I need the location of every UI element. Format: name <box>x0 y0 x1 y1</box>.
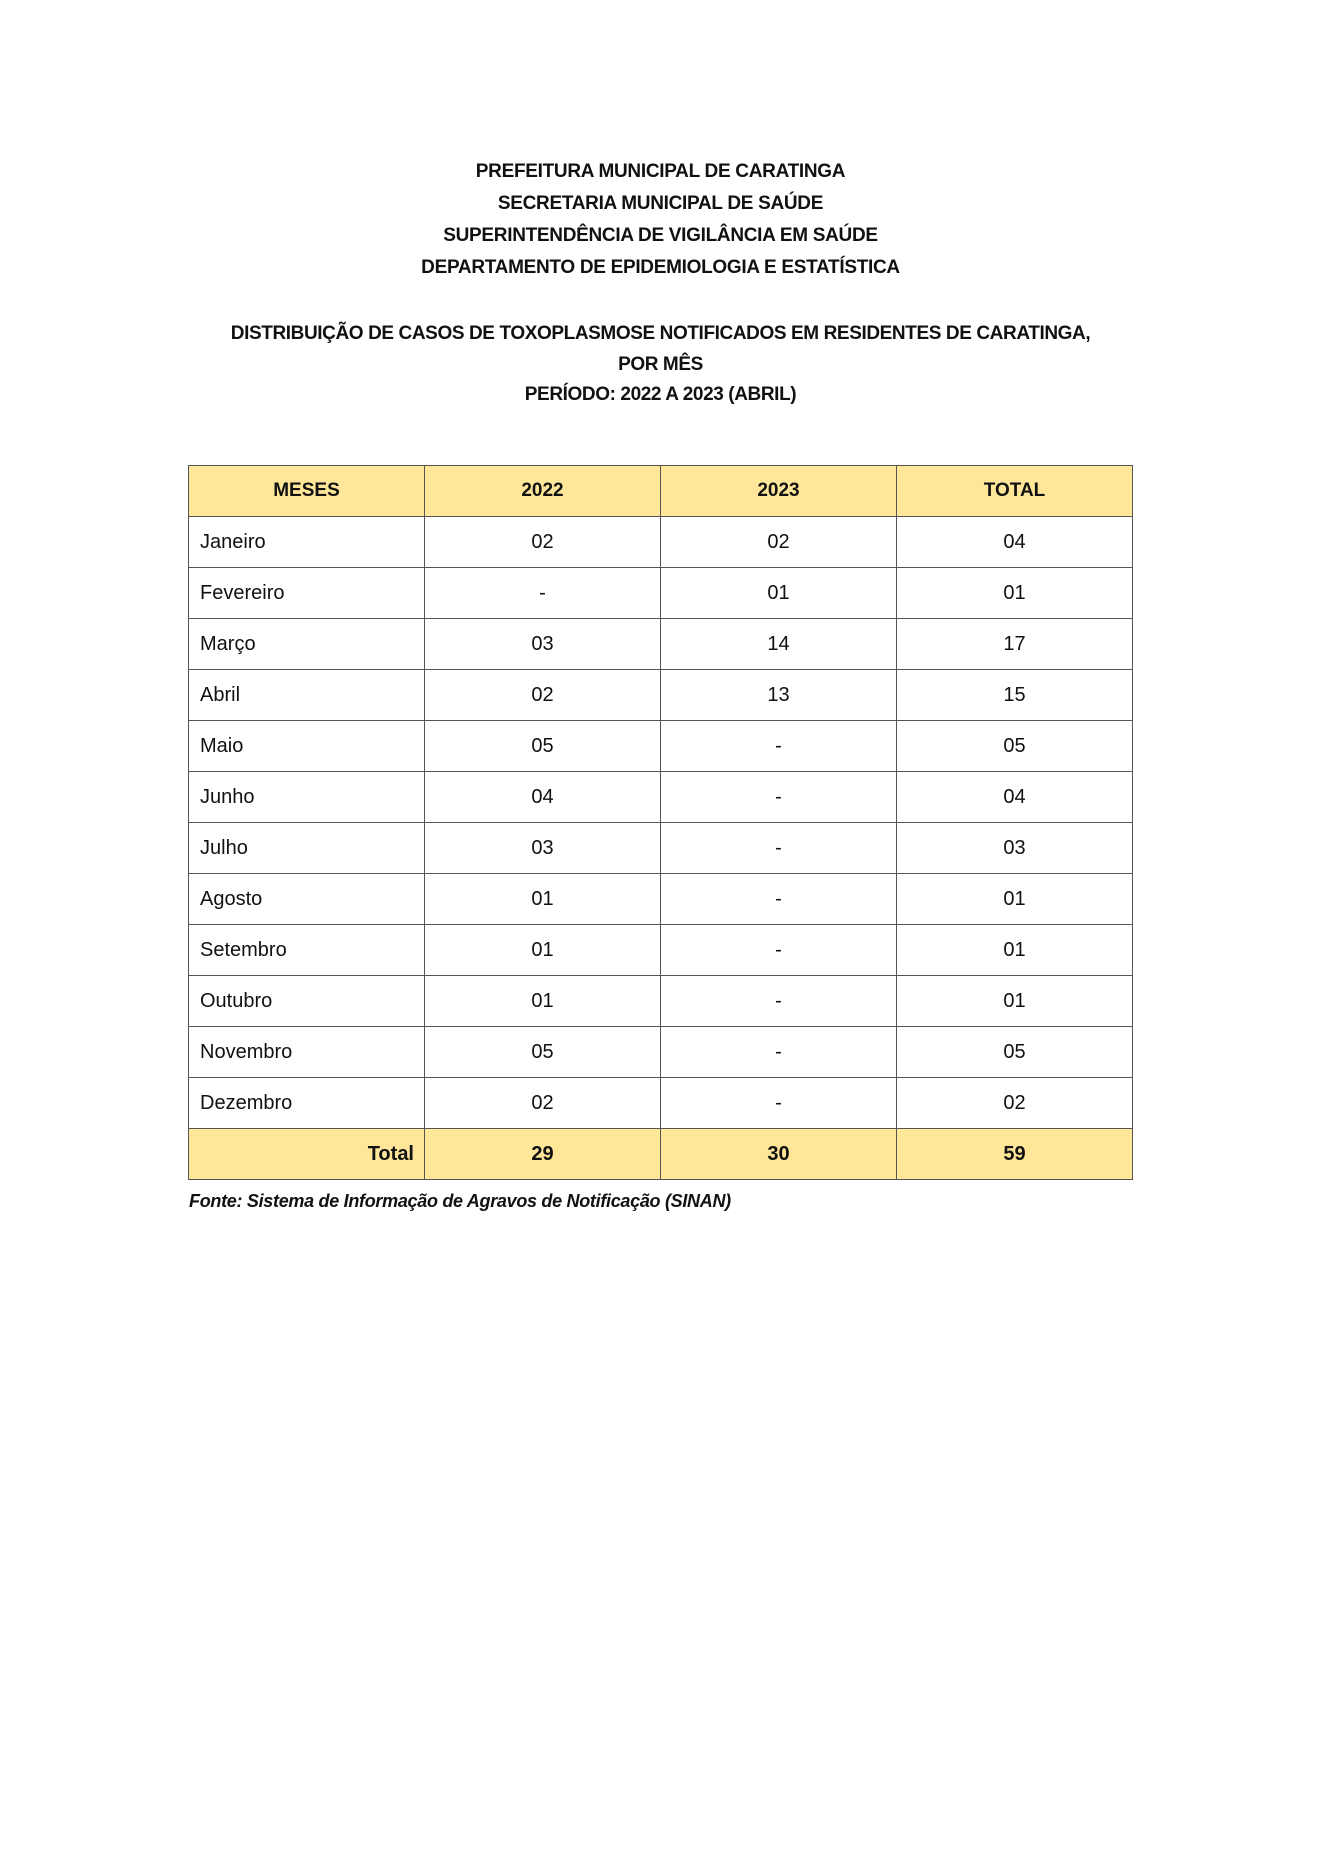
value-2022-cell: 02 <box>425 517 661 568</box>
value-2022-cell: 02 <box>425 1078 661 1129</box>
month-cell: Maio <box>189 721 425 772</box>
value-2023-cell: 02 <box>661 517 897 568</box>
value-2022-cell: 05 <box>425 1027 661 1078</box>
month-cell: Dezembro <box>189 1078 425 1129</box>
table-row <box>189 976 1133 1027</box>
month-cell: Janeiro <box>189 517 425 568</box>
header-line-1: PREFEITURA MUNICIPAL DE CARATINGA <box>475 161 846 182</box>
total-cell: 04 <box>897 517 1133 568</box>
total-cell: 17 <box>897 619 1133 670</box>
total-cell: 01 <box>897 925 1133 976</box>
month-cell: Fevereiro <box>189 568 425 619</box>
value-2023-cell: 01 <box>661 568 897 619</box>
value-2023-cell: - <box>661 1078 897 1129</box>
table-total-row <box>189 1129 1133 1180</box>
total-overall: 59 <box>897 1129 1133 1180</box>
table-row <box>189 823 1133 874</box>
table-row <box>189 568 1133 619</box>
total-2023: 30 <box>661 1129 897 1180</box>
value-2022-cell: 01 <box>425 874 661 925</box>
value-2023-cell: 13 <box>661 670 897 721</box>
table-row <box>189 517 1133 568</box>
column-header-2022: 2022 <box>425 466 661 517</box>
table-row <box>189 670 1133 721</box>
value-2022-cell: 01 <box>425 976 661 1027</box>
period-label: PERÍODO: 2022 A 2023 (ABRIL) <box>524 384 797 405</box>
month-cell: Novembro <box>189 1027 425 1078</box>
total-cell: 01 <box>897 976 1133 1027</box>
header-line-2: SECRETARIA MUNICIPAL DE SAÚDE <box>497 193 824 214</box>
table-row <box>189 772 1133 823</box>
total-cell: 01 <box>897 568 1133 619</box>
table-row <box>189 619 1133 670</box>
value-2023-cell: - <box>661 976 897 1027</box>
total-cell: 04 <box>897 772 1133 823</box>
value-2022-cell: 03 <box>425 619 661 670</box>
source-note: Fonte: Sistema de Informação de Agravos de Notificação (SINAN) <box>189 1191 731 1211</box>
table-row <box>189 925 1133 976</box>
header-line-4: DEPARTAMENTO DE EPIDEMIOLOGIA E ESTATÍSTICA <box>421 257 900 278</box>
document-title-line-2: POR MÊS <box>618 354 703 375</box>
cases-table <box>188 465 1133 1180</box>
column-header-total: TOTAL <box>897 466 1133 517</box>
total-cell: 05 <box>897 721 1133 772</box>
value-2022-cell: 03 <box>425 823 661 874</box>
value-2023-cell: - <box>661 925 897 976</box>
value-2023-cell: - <box>661 1027 897 1078</box>
table-row <box>189 874 1133 925</box>
total-cell: 05 <box>897 1027 1133 1078</box>
table-row <box>189 1027 1133 1078</box>
header-line-3: SUPERINTENDÊNCIA DE VIGILÂNCIA EM SAÚDE <box>443 225 878 246</box>
value-2023-cell: - <box>661 721 897 772</box>
month-cell: Setembro <box>189 925 425 976</box>
month-cell: Abril <box>189 670 425 721</box>
value-2022-cell: 02 <box>425 670 661 721</box>
table-header-row <box>189 466 1133 517</box>
value-2023-cell: - <box>661 823 897 874</box>
value-2023-cell: 14 <box>661 619 897 670</box>
column-header-months: MESES <box>189 466 425 517</box>
month-cell: Outubro <box>189 976 425 1027</box>
value-2022-cell: 01 <box>425 925 661 976</box>
value-2023-cell: - <box>661 874 897 925</box>
column-header-2023: 2023 <box>661 466 897 517</box>
month-cell: Junho <box>189 772 425 823</box>
table-row <box>189 1078 1133 1129</box>
month-cell: Julho <box>189 823 425 874</box>
value-2022-cell: 04 <box>425 772 661 823</box>
document-title: DISTRIBUIÇÃO DE CASOS DE TOXOPLASMOSE NOTIFICADOS EM RESIDENTES DE CARATINGA, <box>230 323 1091 344</box>
value-2022-cell: - <box>425 568 661 619</box>
total-cell: 03 <box>897 823 1133 874</box>
month-cell: Março <box>189 619 425 670</box>
total-cell: 15 <box>897 670 1133 721</box>
total-cell: 02 <box>897 1078 1133 1129</box>
value-2022-cell: 05 <box>425 721 661 772</box>
value-2023-cell: - <box>661 772 897 823</box>
month-cell: Agosto <box>189 874 425 925</box>
total-label: Total <box>189 1129 425 1180</box>
table-row <box>189 721 1133 772</box>
total-2022: 29 <box>425 1129 661 1180</box>
total-cell: 01 <box>897 874 1133 925</box>
